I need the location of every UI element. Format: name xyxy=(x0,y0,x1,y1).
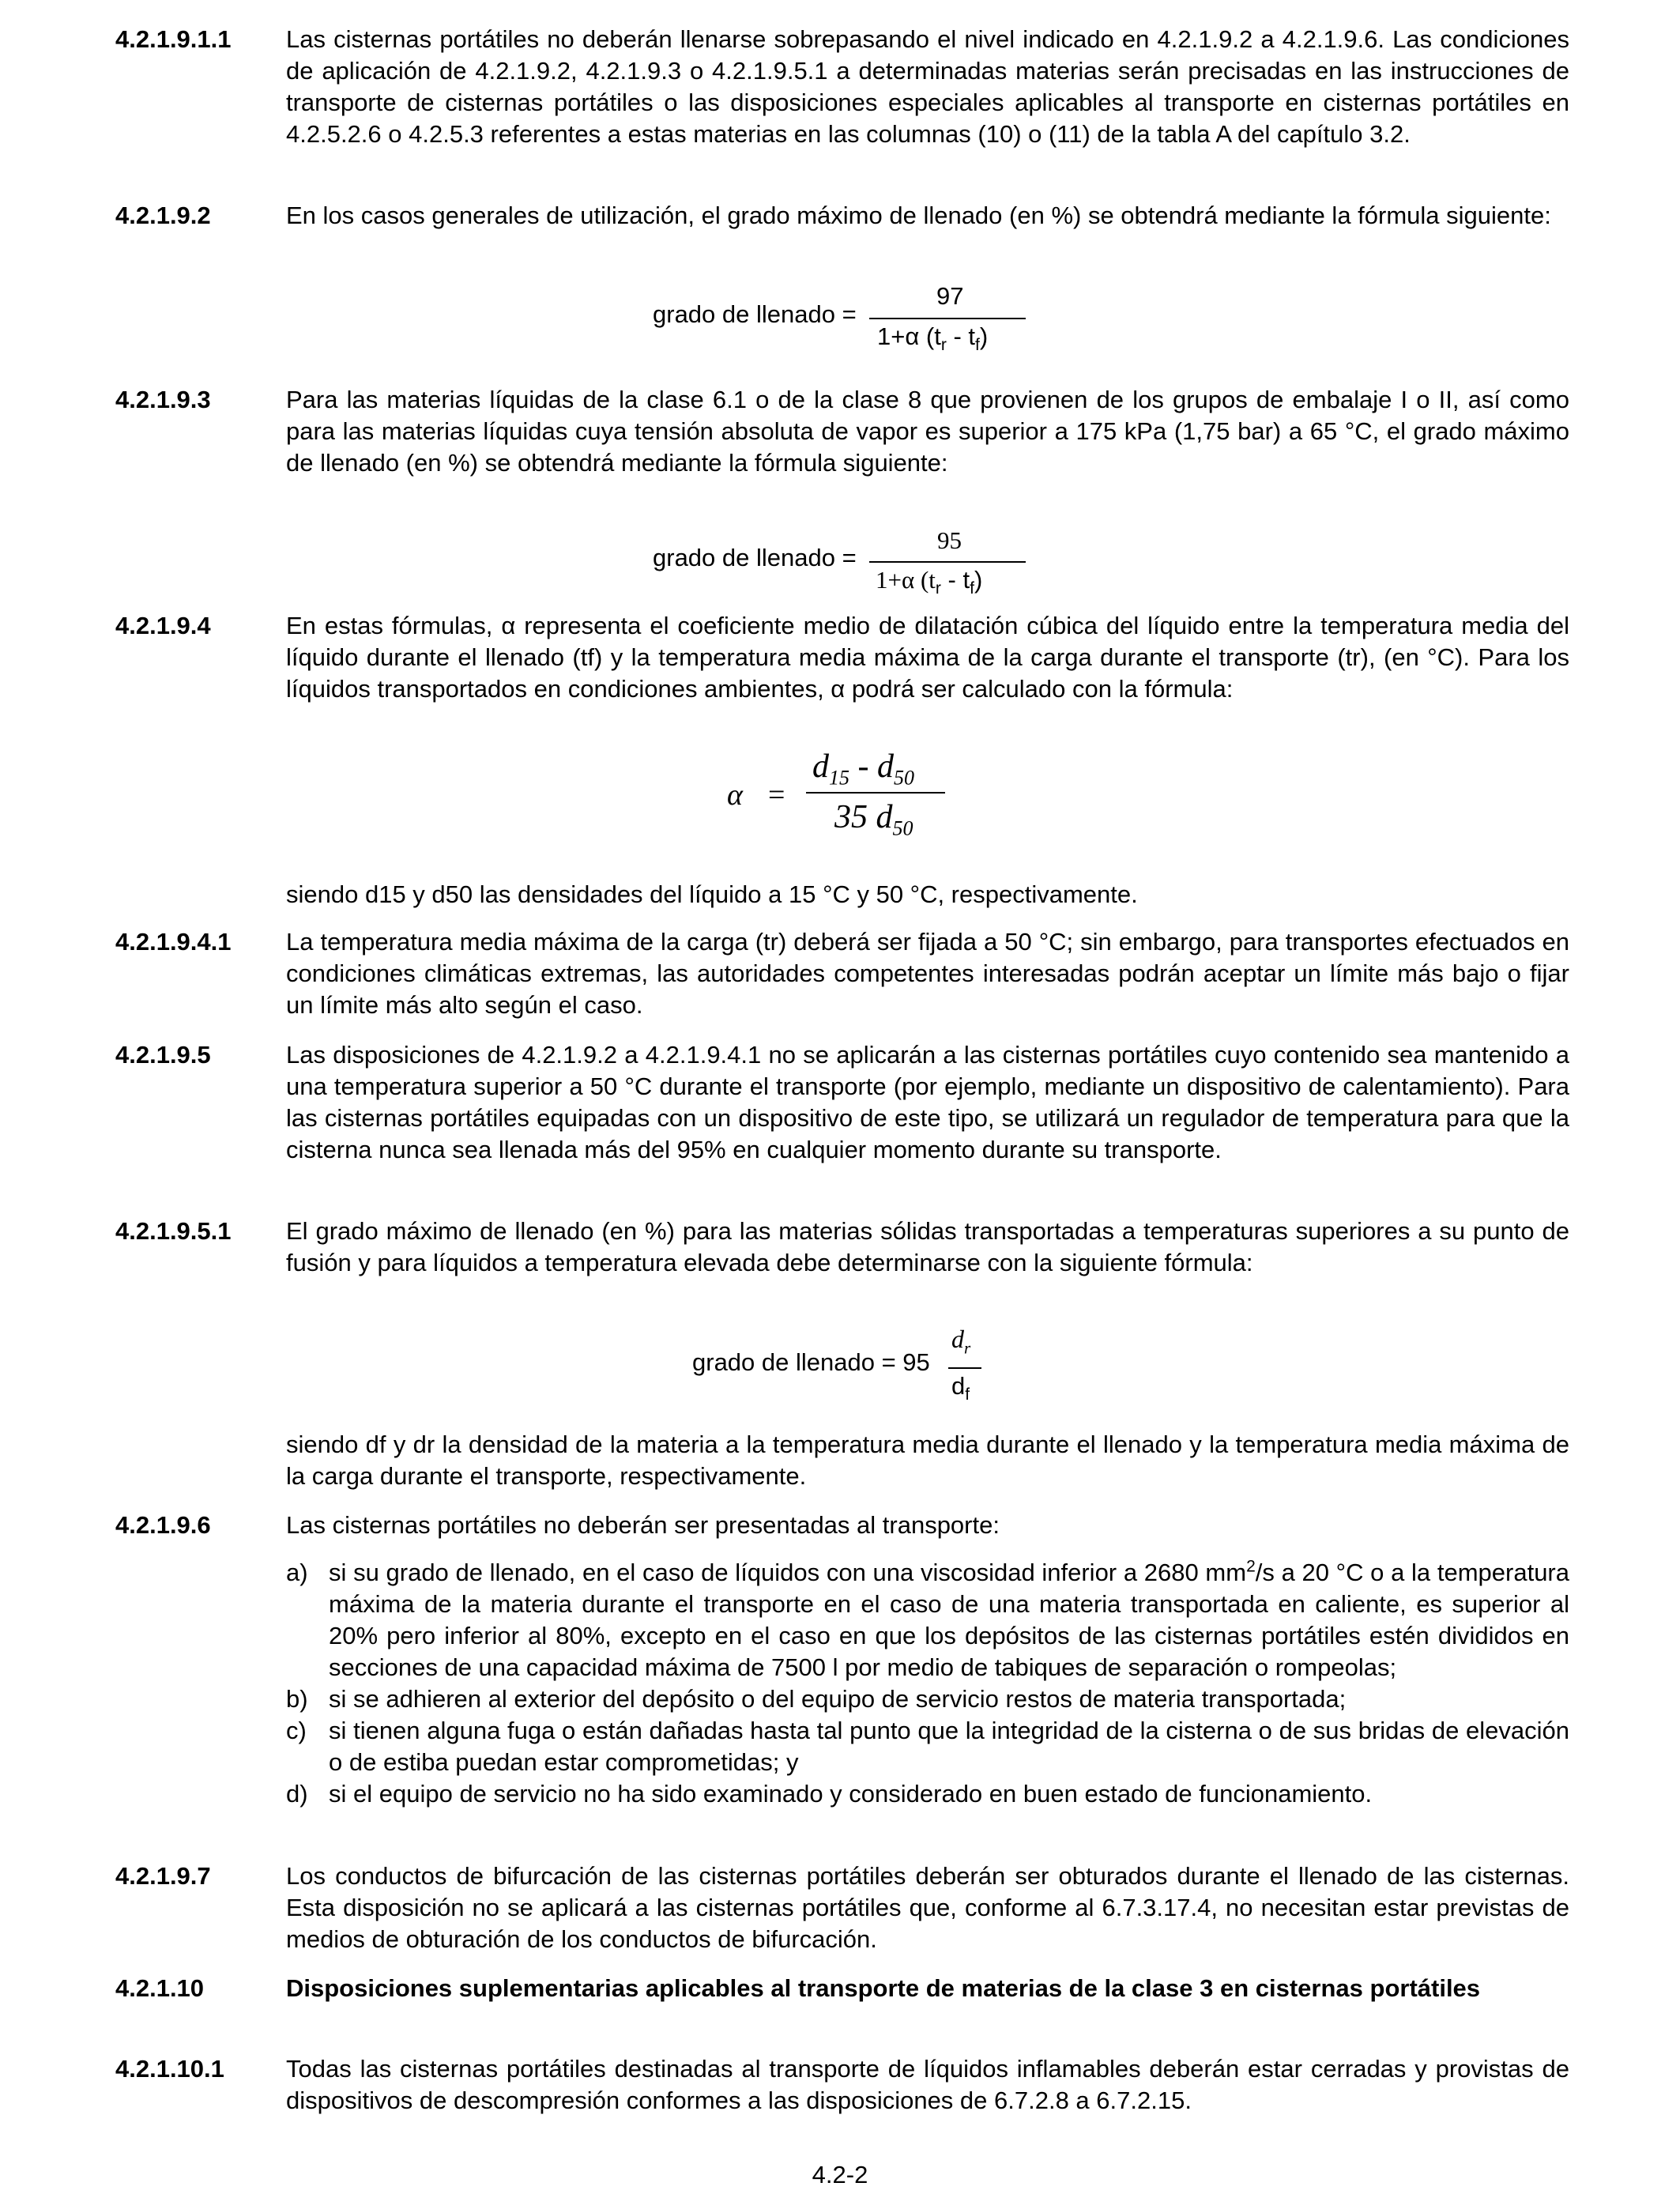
list-text: si tienen alguna fuga o están dañadas hasta tal punto que la integridad de la cisterna o de sus bridas de elevación o de estiba puedan estar comprometidas; y xyxy=(329,1717,1569,1776)
section-4-2-1-10 xyxy=(115,1973,1569,2004)
section-4-2-1-9-3 xyxy=(115,384,1569,479)
sub-50: 50 xyxy=(892,816,913,840)
list-label: d) xyxy=(286,1780,308,1808)
page-number: 4.2-2 xyxy=(812,2161,868,2188)
list-item xyxy=(286,1778,1569,1810)
fraction-bar xyxy=(869,318,1026,319)
section-number: 4.2.1.10.1 xyxy=(115,2055,224,2083)
conditions-list xyxy=(286,1557,1569,1810)
den-part: 35 d xyxy=(834,799,893,835)
formula-denominator xyxy=(834,798,913,840)
formula-denominator xyxy=(951,1372,970,1404)
section-number: 4.2.1.9.7 xyxy=(115,1862,211,1890)
den-part: d xyxy=(951,1372,966,1400)
formula-denominator xyxy=(877,322,989,355)
formula-lhs: grado de llenado = xyxy=(653,544,857,571)
list-label: b) xyxy=(286,1685,308,1713)
sub-50: 50 xyxy=(894,766,914,790)
list-text: si se adhieren al exterior del depósito o del equipo de servicio restos de materia transportada; xyxy=(329,1685,1347,1713)
section-number: 4.2.1.9.4.1 xyxy=(115,928,232,956)
sub-15: 15 xyxy=(829,766,849,790)
fraction-bar xyxy=(806,792,945,794)
list-text: si su grado de llenado, en el caso de líquidos con una viscosidad inferior a 2680 mm xyxy=(329,1559,1247,1586)
sub-r: r xyxy=(964,1338,971,1358)
den-part: ) xyxy=(979,322,989,350)
section-text: En estas fórmulas, α representa el coeficiente medio de dilatación cúbica del líquido entre la temperatura media del líquido durante el llenado (tf) y la temperatura media máxima de la carga durante el transporte (tr), (en °C). Para los líquidos transportados en condiciones ambientes, α podrá ser calculado con la fórmula: xyxy=(286,612,1569,703)
section-number: 4.2.1.9.3 xyxy=(115,386,211,413)
section-4-2-1-9-4-1 xyxy=(115,926,1569,1021)
den-part: 1+α (t xyxy=(876,566,936,594)
num-part: - d xyxy=(849,748,894,785)
section-text: Para las materias líquidas de la clase 6.1 o de la clase 8 que provienen de los grupos de embalaje I o II, así como para las materias líquidas cuya tensión absoluta de vapor es superior a 175 kPa (1,75 bar) a 65 °C, el grado máximo de llenado (en %) se obtendrá mediante la fórmula siguiente: xyxy=(286,386,1569,477)
list-text: /s a 20 °C o a la temperatura máxima de la materia durante el transporte en el caso de una materia transportada en caliente, es superior al 20% pero inferior al 80%, excepto en el caso en que los depósitos de las cisternas portátiles estén divididos en secciones de una capacidad máxima de 7500 l por medio de tabiques de separación o rompeolas; xyxy=(329,1559,1569,1681)
fraction-bar xyxy=(869,561,1026,563)
section-text: Los conductos de bifurcación de las cisternas portátiles deberán ser obturados durante el llenado de las cisternas. Esta disposición no se aplicará a las cisternas portátiles que, conforme al 6.7.3.17.4, no necesitan estar previstas de medios de obturación de los conductos de bifurcación. xyxy=(286,1862,1569,1953)
den-part: 1+α (t xyxy=(877,322,941,350)
section-text: Todas las cisternas portátiles destinadas al transporte de líquidos inflamables deberán estar cerradas y provistas de dispositivos de descompresión conformes a las disposiciones de 6.7.2.8 a 6.7.2.15. xyxy=(286,2055,1569,2114)
formula-numerator: 95 xyxy=(937,526,962,554)
den-part: - t xyxy=(940,566,970,594)
list-item xyxy=(286,1715,1569,1778)
section-text: Las cisternas portátiles no deberán llenarse sobrepasando el nivel indicado en 4.2.1.9.2 a 4.2.1.9.6. Las condiciones de aplicación de 4.2.1.9.2, 4.2.1.9.3 o 4.2.1.9.5.1 a determinadas materias serán precisadas en las instrucciones de transporte de cisternas portátiles o las disposiciones especiales aplicables al transporte en cisternas portátiles en 4.2.5.2.6 o 4.2.5.3 referentes a estas materias en las columnas (10) o (11) de la tabla A del capítulo 3.2. xyxy=(286,25,1569,148)
formula-numerator xyxy=(951,1325,971,1358)
den-part: ) xyxy=(974,566,983,594)
section-number: 4.2.1.9.2 xyxy=(115,202,211,229)
sub-f: f xyxy=(965,1385,970,1404)
section-number: 4.2.1.9.6 xyxy=(115,1511,211,1539)
section-text: Las disposiciones de 4.2.1.9.2 a 4.2.1.9.4.1 no se aplicarán a las cisternas portátiles cuyo contenido sea mantenido a una temperatura superior a 50 °C durante el transporte (por ejemplo, mediante un dispositivo de calentamiento). Para las cisternas portátiles equipadas con un dispositivo de este tipo, se utilizará un regulador de temperatura para que la cisterna nunca sea llenada más del 95% en cualquier momento durante su transporte. xyxy=(286,1041,1569,1163)
list-text: si el equipo de servicio no ha sido examinado y considerado en buen estado de funcionamiento. xyxy=(329,1780,1373,1808)
sub-f: f xyxy=(970,579,974,598)
sub-r: r xyxy=(935,579,941,598)
section-heading: Disposiciones suplementarias aplicables al transporte de materias de la clase 3 en cisternas portátiles xyxy=(286,1974,1481,2002)
section-4-2-1-9-1-1 xyxy=(115,24,1569,150)
formula-numerator xyxy=(812,748,914,790)
formula-equals: = xyxy=(768,778,785,812)
superscript: 2 xyxy=(1246,1557,1256,1576)
section-4-2-1-10-1 xyxy=(115,2053,1569,2117)
section-4-2-1-9-5-1 xyxy=(115,1216,1569,1279)
num-part: d xyxy=(951,1325,964,1353)
section-4-2-1-9-5 xyxy=(115,1039,1569,1166)
list-label: c) xyxy=(286,1717,307,1744)
formula-denominator xyxy=(876,566,983,598)
section-4-2-1-9-4-note: siendo d15 y d50 las densidades del líquido a 15 °C y 50 °C, respectivamente. xyxy=(286,880,1138,908)
sub-f: f xyxy=(975,336,980,355)
den-part: - t xyxy=(946,322,975,350)
section-4-2-1-9-7 xyxy=(115,1860,1569,1955)
section-text: El grado máximo de llenado (en %) para las materias sólidas transportadas a temperaturas superiores a su punto de fusión y para líquidos a temperatura elevada debe determinarse con la siguiente fórmula: xyxy=(286,1217,1569,1276)
section-number: 4.2.1.10 xyxy=(115,1974,205,2002)
formula-numerator: 97 xyxy=(936,282,964,310)
section-4-2-1-9-6 xyxy=(115,1510,1569,1541)
section-4-2-1-9-4 xyxy=(115,610,1569,705)
section-4-2-1-9-2 xyxy=(115,200,1569,232)
sub-r: r xyxy=(940,336,947,355)
section-number: 4.2.1.9.4 xyxy=(115,612,211,639)
section-text: En los casos generales de utilización, el grado máximo de llenado (en %) se obtendrá mediante la fórmula siguiente: xyxy=(286,202,1551,229)
section-number: 4.2.1.9.1.1 xyxy=(115,25,232,53)
formula-lhs: grado de llenado = xyxy=(653,300,857,328)
list-label: a) xyxy=(286,1559,308,1586)
section-number: 4.2.1.9.5.1 xyxy=(115,1217,232,1245)
formula-lhs: α xyxy=(727,778,743,812)
section-text: La temperatura media máxima de la carga (tr) deberá ser fijada a 50 °C; sin embargo, para transportes efectuados en condiciones climáticas extremas, las autoridades competentes interesadas podrán aceptar un límite más bajo o fijar un límite más alto según el caso. xyxy=(286,928,1569,1019)
section-text: Las cisternas portátiles no deberán ser presentadas al transporte: xyxy=(286,1511,1000,1539)
section-4-2-1-9-5-1-note: siendo df y dr la densidad de la materia a la temperatura media durante el llenado y la temperatura media máxima de la carga durante el transporte, respectivamente. xyxy=(286,1431,1569,1490)
fraction-bar xyxy=(948,1367,981,1369)
num-part: d xyxy=(812,748,829,785)
formula-lhs: grado de llenado = 95 xyxy=(692,1348,930,1376)
section-number: 4.2.1.9.5 xyxy=(115,1041,211,1069)
list-item xyxy=(286,1683,1569,1715)
list-item xyxy=(286,1557,1569,1683)
